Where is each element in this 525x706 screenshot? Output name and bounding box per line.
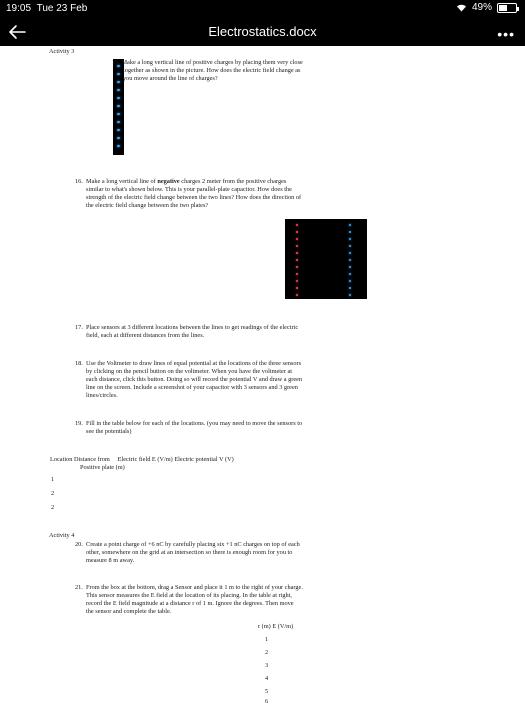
question-15: 15. Make a long vertical line of positive charges by placing them very close together as shown in the picture. How does the electric field change as you move around the line of charges? <box>112 59 303 82</box>
status-bar <box>0 0 525 18</box>
field-table-row: 2 <box>265 649 269 656</box>
field-table-row: 5 <box>265 688 269 695</box>
status-right <box>456 2 517 13</box>
location-table-row: 2 <box>51 504 55 511</box>
activity-3-heading: Activity 3 <box>49 48 75 55</box>
field-table-row: 3 <box>265 662 269 669</box>
wifi-icon <box>456 3 467 12</box>
document-nav-bar <box>0 18 525 46</box>
location-table-row: 2 <box>51 490 55 497</box>
battery-percent: 49% <box>471 2 492 13</box>
location-table-row: 1 <box>51 476 55 483</box>
status-time: 19:05 Tue 23 Feb <box>6 3 88 14</box>
field-table-header: r (m) E (V/m) <box>258 623 294 630</box>
document-page[interactable]: Activity 3 15. Make a long vertical line of positive charges by placing them very close together as shown in the picture. How does the electric field change as you move around the line of charges? 16. Make a long vertical line of negative charges 2 meter from the positive charges similar to what's shown below. This is your parallel-plate capacitor. How does the strength of the electric field change between the two lines? How does the direction of the electric field change between the two plates? 17. Place sensors at 3 different locations between the lines to get readings of the electric field, each at different distances from the lines. 18. Use the Voltmeter to draw lines of equal potential at the locations of the three sensors by clicking on the pencil button on the voltmeter. When you have the voltmeter at each distance, click this button. Doing so will record the potential V and draw a green line on the screen. Include a screenshot of your capacitor with 3 sensors and 3 green lines/circles. 19. Fill in the table below for each of the locations. (you may need to move the sensors to see the potentials) Location Distance from Electric field E (V/m) Electric potential V (V) Positive plate (m) 1 2 2 Activity 4 20. Create a point charge of +6 nC by carefully placing six +1 nC charges on top of each other, somewhere on the grid at an intersection so there is enough room for you to measure 8 m away. 21. From the box at the bottom, drag a Sensor and place it 1 m to the right of your charge. This sensor measures the E field at the location of its placing. In the table at right, record the E field magnitude at a distance r of 1 m. Ignore the degrees. Then move the sensor and complete the table. r (m) E (V/m) 1 2 3 4 5 6 <box>0 46 525 700</box>
location-table-header: Location Distance from Electric field E (V/m) Electric potential V (V) Positive plate (m) <box>50 456 234 471</box>
capacitor-figure <box>285 219 367 299</box>
field-table-row: 6 <box>265 698 269 705</box>
ellipsis-icon[interactable]: ••• <box>497 26 515 42</box>
activity-4-heading: Activity 4 <box>49 532 75 539</box>
document-title: Electrostatics.docx <box>208 24 317 39</box>
field-table-row: 4 <box>265 675 269 682</box>
battery-icon <box>497 3 517 13</box>
field-table-row: 1 <box>265 636 269 643</box>
